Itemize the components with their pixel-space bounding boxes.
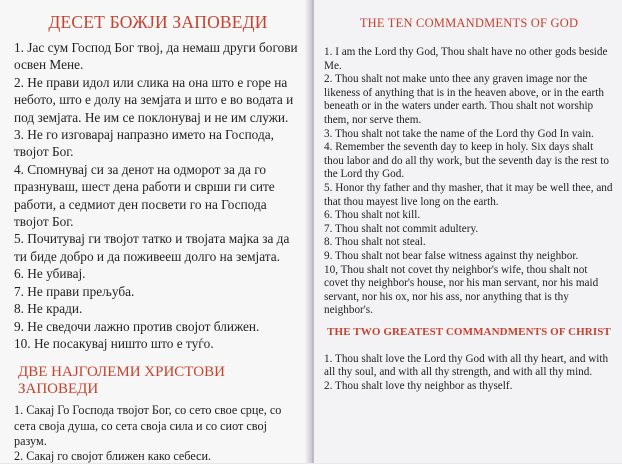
greatest-commandments-list [14,403,302,464]
section-subtitle: ДВЕ НАЈГОЛЕМИ ХРИСТОВИ ЗАПОВЕДИ [18,364,225,398]
list-item: 2. Не прави идол или слика на она што е горе на небото, што е долу на земјата и што е во водата и под земјата. Не им се поклонувај и не им служи. [14,74,294,125]
list-item: 4. Спомнувај си за денот на одморот за да го празнуваш, шест дена работи и сврши ги сите работи, а седмиот ден посвети го на Господа твојот Бог. [14,161,275,230]
list-item: 1. Сакај Го Господа твојот Бог, со сето свое срце, со сета своја душа, со сета своја сила и со сиот свој разум. [14,403,282,448]
list-item: 3. Thou shalt not take the name of the Lord thy God In vain. [324,127,594,140]
section-subtitle: THE TWO GREATEST COMMANDMENTS OF CHRIST [327,325,611,338]
list-item: 9. Thou shalt not bear false witness against thy neighbor. [324,249,579,262]
list-item: 2. Сакај го својот ближен како себеси. [14,448,212,463]
list-item: 1. Thou shalt love the Lord thy God with all thy heart, and with all thy soul, and with all thy strength, and with all thy mind. [324,352,609,379]
list-item: 6. Thou shalt not kill. [324,209,421,222]
list-item: 6. Не убивај. [14,266,86,282]
list-item: 7. Thou shalt not commit adultery. [324,222,479,235]
list-item: 5. Почитувај ги твојот татко и твојата мајка за да ти биде добро и да поживееш долго на земјата. [14,231,290,264]
list-item: 7. Не прави прељуба. [14,283,135,299]
list-item: 8. Thou shalt not steal. [324,236,426,249]
list-item: 10, Thou shalt not covet thy neighbor's wife, thou shalt not covet thy neighbor's house, nor his man servant, nor his maid servant, nor his ox, nor his ass, nor anything that is thy neighbor's. [324,263,599,317]
commandments-list [14,39,302,352]
list-item: 1. I am the Lord thy God, Thou shalt have no other gods beside Me. [324,46,608,72]
greatest-commandments-list [324,353,614,394]
list-item: 2. Thou shalt not make unto thee any graven image nor the likeness of anything that is in the heaven above, or in the earth beneath or in the waters under earth. Thou shalt not worship them, nor serve them. [324,73,604,126]
list-item: 3. Не го изговарај напразно името на Господа, твојот Бог. [14,127,274,160]
list-item: 8. Не кради. [14,301,83,317]
list-item: 9. Не сведочи лажно против својот ближен. [14,318,260,334]
list-item: 5. Honor thy father and thy masher, that it may be well thee, and that thou mayest live long on the earth. [324,181,613,208]
list-item: 1. Јас сум Господ Бог твој, да немаш други богови освен Мене. [14,40,298,73]
page-title: ДЕСЕТ БОЖЈИ ЗАПОВЕДИ [48,12,268,32]
list-item: 2. Thou shalt love thy neighbor as thyself. [324,380,513,393]
page-title: THE TEN COMMANDMENTS OF GOD [359,16,579,30]
list-item: 4. Remember the seventh day to keep in holy. Six days shalt thou labor and do all thy work, but the seventh day is the rest to the Lord thy God. [324,141,609,181]
right-page-english [314,0,622,463]
list-item: 10. Не посакувај ништо што е туѓо. [14,335,214,351]
commandments-list [324,46,614,318]
